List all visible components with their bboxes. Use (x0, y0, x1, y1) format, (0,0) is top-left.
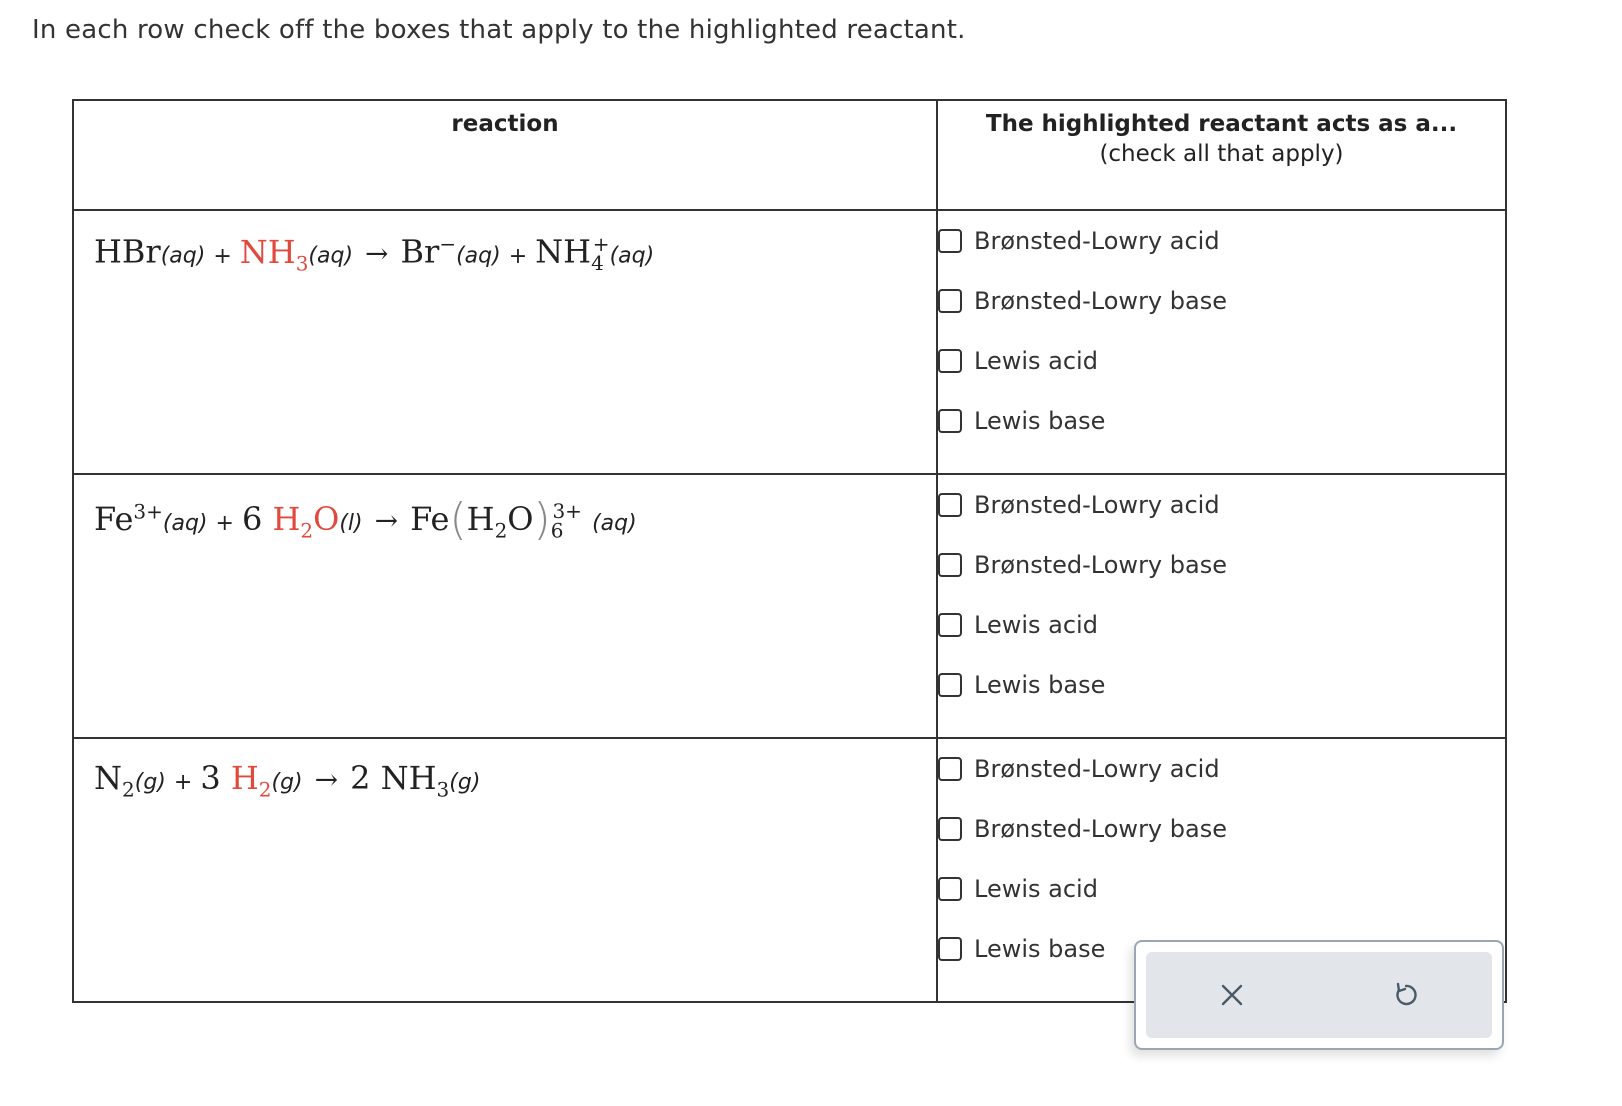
checkbox[interactable] (938, 289, 962, 313)
checkbox[interactable] (938, 553, 962, 577)
option-label: Lewis acid (974, 611, 1098, 639)
reaction-equation-1: $HBr(aq) + NH_3(aq) \to Br^-(aq) + NH_4^+(aq)$ (94, 232, 655, 276)
table-row (73, 210, 1506, 474)
answer-toolbar (1134, 940, 1504, 1050)
option-label: Brønsted-Lowry acid (974, 755, 1220, 783)
close-icon (1220, 983, 1244, 1007)
reaction-cell (73, 738, 937, 1002)
reaction-arrow: → (365, 236, 389, 270)
checkbox[interactable] (938, 229, 962, 253)
checkbox-option[interactable] (938, 739, 1505, 799)
option-label: Brønsted-Lowry base (974, 815, 1227, 843)
undo-icon (1392, 981, 1420, 1009)
option-label: Lewis base (974, 935, 1106, 963)
highlighted-reactant: $NH_3$ (239, 232, 309, 276)
option-label: Brønsted-Lowry acid (974, 227, 1220, 255)
checkbox[interactable] (938, 817, 962, 841)
instructions: In each row check off the boxes that apply to the highlighted reactant. (32, 15, 966, 45)
checkbox[interactable] (938, 613, 962, 637)
option-label: Brønsted-Lowry acid (974, 491, 1220, 519)
option-label: Lewis acid (974, 347, 1098, 375)
acts-column-header (937, 100, 1506, 210)
reaction-arrow: → (314, 763, 339, 796)
checkbox-option[interactable] (938, 331, 1505, 391)
clear-button[interactable] (1146, 952, 1318, 1038)
checkbox[interactable] (938, 493, 962, 517)
checkbox[interactable] (938, 877, 962, 901)
reaction-table (72, 99, 1507, 1003)
option-label: Brønsted-Lowry base (974, 287, 1227, 315)
checkbox-option[interactable] (938, 211, 1505, 271)
checkbox[interactable] (938, 937, 962, 961)
toolbar-panel (1146, 952, 1492, 1038)
checkbox[interactable] (938, 349, 962, 373)
reaction-equation-2: $Fe^{3+}(aq) + 6$ $H_2O(l) \to Fe(H_2O)_6^{3+}$ (aq) (94, 494, 637, 545)
reaction-column-header (73, 100, 937, 210)
checkbox-option[interactable] (938, 595, 1505, 655)
checkbox-option[interactable] (938, 391, 1505, 451)
options-cell (937, 474, 1506, 738)
reaction-arrow: → (374, 504, 399, 537)
checkbox-option[interactable] (938, 271, 1505, 331)
checkbox[interactable] (938, 757, 962, 781)
reaction-cell (73, 210, 937, 474)
checkbox-option[interactable] (938, 859, 1505, 919)
acts-header-subtitle: (check all that apply) (1099, 141, 1344, 167)
highlighted-reactant: $H_2$ (230, 759, 272, 802)
undo-button[interactable] (1320, 952, 1492, 1038)
checkbox-option[interactable] (938, 799, 1505, 859)
checkbox[interactable] (938, 673, 962, 697)
table-header-row (73, 100, 1506, 210)
highlighted-reactant: $H_2O$ (272, 500, 340, 543)
reaction-equation-3: $N_2(g) + 3$ $H_2(g) \to 2$ $NH_3(g)$ (94, 759, 481, 802)
checkbox-option[interactable] (938, 655, 1505, 715)
checkbox[interactable] (938, 409, 962, 433)
checkbox-option[interactable] (938, 475, 1505, 535)
table-row (73, 474, 1506, 738)
option-label: Lewis base (974, 407, 1106, 435)
option-label: Lewis base (974, 671, 1106, 699)
checkbox-option[interactable] (938, 535, 1505, 595)
reaction-cell (73, 474, 937, 738)
options-cell (937, 210, 1506, 474)
option-label: Lewis acid (974, 875, 1098, 903)
acts-header-title: The highlighted reactant acts as a... (985, 111, 1458, 137)
option-label: Brønsted-Lowry base (974, 551, 1227, 579)
reaction-header-label: reaction (451, 111, 559, 137)
